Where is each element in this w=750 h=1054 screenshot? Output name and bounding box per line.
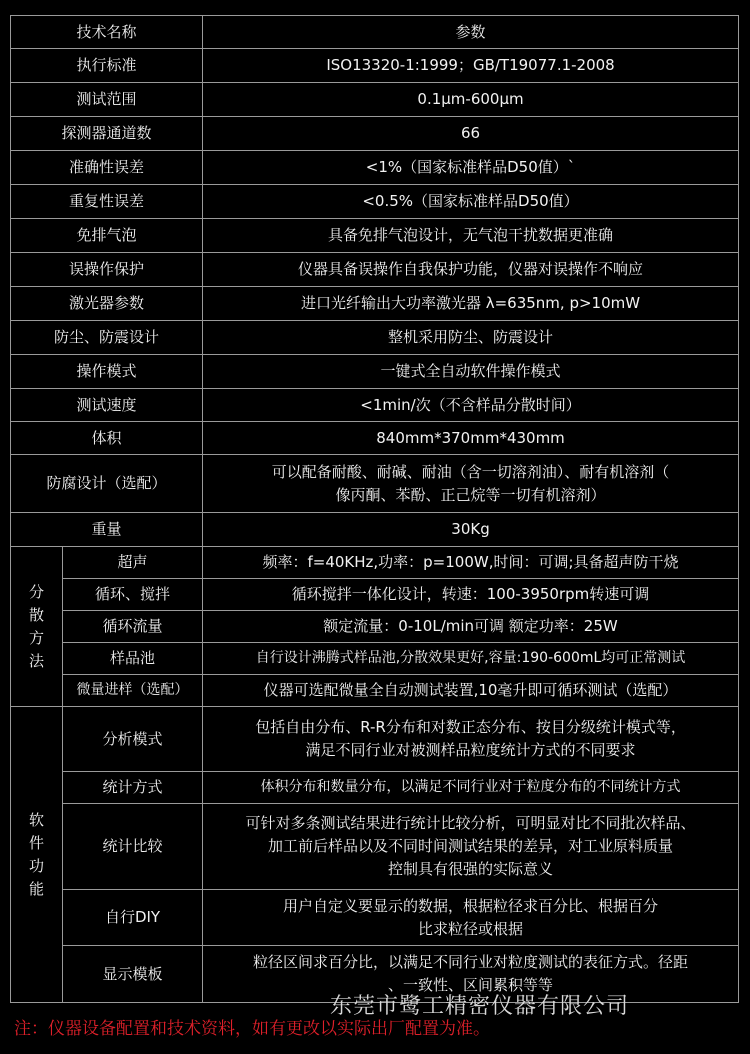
spec-name: 防尘、防震设计 xyxy=(11,321,203,355)
table-row xyxy=(11,455,739,513)
value-line: 控制具有很强的实际意义 xyxy=(388,860,554,878)
spec-name: 统计方式 xyxy=(63,772,203,804)
spec-value: 一键式全自动软件操作模式 xyxy=(203,355,739,389)
value-line: 体积分布和数量分布，以满足不同行业对于粒度分布的不同统计方式 xyxy=(260,779,681,795)
table-row xyxy=(11,579,739,611)
group-label-char: 法 xyxy=(28,651,44,670)
spec-name: 循环流量 xyxy=(63,611,203,643)
spec-value: 仪器具备误操作自我保护功能，仪器对误操作不响应 xyxy=(203,253,739,287)
spec-value: 频率：f=40KHz,功率：p=100W,时间：可调;具备超声防干烧 xyxy=(203,547,739,579)
spec-name: 循环、搅拌 xyxy=(63,579,203,611)
value-line: 、一致性、区间累积等等 xyxy=(388,976,554,994)
header-value-cell: 参数 xyxy=(203,16,739,49)
spec-name: 免排气泡 xyxy=(11,219,203,253)
table-row xyxy=(11,253,739,287)
spec-value: 循环搅拌一体化设计，转速：100-3950rpm转速可调 xyxy=(203,579,739,611)
table-row xyxy=(11,675,739,707)
table-row xyxy=(11,151,739,185)
spec-name: 重量 xyxy=(11,513,203,547)
spec-name: 微量进样（选配） xyxy=(63,675,203,707)
group-label-char: 能 xyxy=(28,879,44,898)
spec-value: 840mm*370mm*430mm xyxy=(203,422,739,455)
spec-name: 重复性误差 xyxy=(11,185,203,219)
spec-value: 自行设计沸腾式样品池,分散效果更好,容量:190-600mL均可正常测试 xyxy=(203,643,739,675)
table-row xyxy=(11,804,739,890)
table-row xyxy=(11,643,739,675)
spec-name: 误操作保护 xyxy=(11,253,203,287)
spec-name: 统计比较 xyxy=(63,804,203,890)
value-line: 比求粒径或根据 xyxy=(418,919,524,938)
spec-name: 探测器通道数 xyxy=(11,117,203,151)
spec-value: ISO13320-1:1999；GB/T19077.1-2008 xyxy=(203,49,739,83)
table-row xyxy=(11,707,739,772)
group-label-char: 散 xyxy=(28,605,44,624)
spec-value xyxy=(203,707,739,772)
footnote: 注：仪器设备配置和技术资料，如有更改以实际出厂配置为准。 xyxy=(14,1019,490,1039)
spec-value: 整机采用防尘、防震设计 xyxy=(203,321,739,355)
table-row xyxy=(11,83,739,117)
software-group-label xyxy=(11,707,63,1003)
value-line: 可以配备耐酸、耐碱、耐油（含一切溶剂油）、耐有机溶剂（ xyxy=(271,462,670,481)
table-row xyxy=(11,513,739,547)
spec-name: 超声 xyxy=(63,547,203,579)
spec-name: 测试速度 xyxy=(11,389,203,422)
table-row xyxy=(11,355,739,389)
spec-value xyxy=(203,455,739,513)
value-line: 像丙酮、苯酚、正己烷等一切有机溶剂） xyxy=(335,485,606,504)
spec-value: 额定流量：0-10L/min可调 额定功率：25W xyxy=(203,611,739,643)
table-row xyxy=(11,321,739,355)
spec-value xyxy=(203,804,739,890)
group-label-char: 方 xyxy=(28,628,44,647)
value-line: 用户自定义要显示的数据，根据粒径求百分比、根据百分 xyxy=(283,896,659,915)
table-row xyxy=(11,287,739,321)
spec-name: 测试范围 xyxy=(11,83,203,117)
spec-value: 仪器可选配微量全自动测试装置,10毫升即可循环测试（选配） xyxy=(203,675,739,707)
table-header-row xyxy=(11,16,739,49)
spec-name: 体积 xyxy=(11,422,203,455)
spec-name: 样品池 xyxy=(63,643,203,675)
group-label-char: 件 xyxy=(28,833,44,852)
spec-value: <1%（国家标准样品D50值）` xyxy=(203,151,739,185)
spec-value: 进口光纤输出大功率激光器 λ=635nm, p>10mW xyxy=(203,287,739,321)
group-label-char: 软 xyxy=(28,810,44,829)
spec-table xyxy=(10,15,739,1003)
group-label-char: 分 xyxy=(28,582,44,601)
spec-name: 激光器参数 xyxy=(11,287,203,321)
spec-value: 66 xyxy=(203,117,739,151)
value-line: 满足不同行业对被测样品粒度统计方式的不同要求 xyxy=(305,741,636,759)
spec-name: 操作模式 xyxy=(11,355,203,389)
table-row xyxy=(11,219,739,253)
company-watermark: 东莞市鹭工精密仪器有限公司 xyxy=(330,994,630,1019)
value-line: 可针对多条测试结果进行统计比较分析，可明显对比不同批次样品、 xyxy=(245,814,696,832)
spec-name: 显示模板 xyxy=(63,946,203,1003)
group-label-char: 功 xyxy=(28,856,44,875)
table-row xyxy=(11,185,739,219)
table-row xyxy=(11,389,739,422)
table-row xyxy=(11,772,739,804)
table-row xyxy=(11,117,739,151)
spec-name: 准确性误差 xyxy=(11,151,203,185)
spec-name: 执行标准 xyxy=(11,49,203,83)
table-row xyxy=(11,547,739,579)
spec-value xyxy=(203,772,739,804)
value-line: 加工前后样品以及不同时间测试结果的差异，对工业原料质量 xyxy=(268,837,674,855)
table-row xyxy=(11,49,739,83)
spec-value xyxy=(203,890,739,946)
spec-value: 具备免排气泡设计，无气泡干扰数据更准确 xyxy=(203,219,739,253)
table-row xyxy=(11,611,739,643)
header-name-cell: 技术名称 xyxy=(11,16,203,49)
spec-name: 分析模式 xyxy=(63,707,203,772)
spec-name: 防腐设计（选配） xyxy=(11,455,203,513)
table-row xyxy=(11,422,739,455)
spec-value: <0.5%（国家标准样品D50值） xyxy=(203,185,739,219)
value-line: 粒径区间求百分比，以满足不同行业对粒度测试的表征方式。径距 xyxy=(253,953,689,971)
spec-value: <1min/次（不含样品分散时间） xyxy=(203,389,739,422)
dispersion-group-label xyxy=(11,547,63,707)
spec-name: 自行DIY xyxy=(63,890,203,946)
spec-value: 30Kg xyxy=(203,513,739,547)
value-line: 包括自由分布、R-R分布和对数正态分布、按目分级统计模式等， xyxy=(255,718,686,736)
table-row xyxy=(11,890,739,946)
spec-value: 0.1μm-600μm xyxy=(203,83,739,117)
